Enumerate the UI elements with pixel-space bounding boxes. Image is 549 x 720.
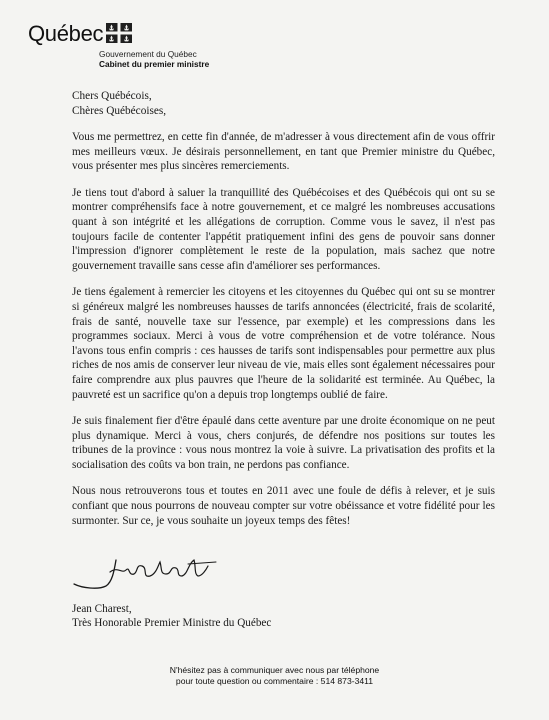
paragraph: Vous me permettrez, en cette fin d'année, de m'adresser à vous directement afin de vous offrir mes meilleurs vœux. Je désirais personnellement, en tant que Premier ministre du Québec, vous présenter mes plus sincères remerciements. [72,131,495,173]
signatory-name: Jean Charest, [72,603,132,615]
salutation-line: Chers Québécois, [72,90,152,102]
paragraph: Je tiens tout d'abord à saluer la tranquillité des Québécoises et des Québécois qui ont su se montrer compréhensifs face à notre gouvernement, et ce malgré les nombreuses accusations quant à son intégrité et les allégations de corruption. Comme vous le savez, il n'est pas toujours facile de contenter l'appétit pratiquement infini des gens de pouvoir sans donner l'impression d'ignorer complètement le reste de la population, mais sachez que notre gouvernement travaille sans cesse afin d'améliorer ses performances. [72,186,495,272]
quebec-fleurdelise-icon [106,23,132,48]
cabinet-label: Cabinet du premier ministre [99,59,210,69]
signatory-title: Très Honorable Premier Ministre du Québec [72,617,272,629]
letterhead [28,21,210,69]
paragraph: Nous nous retrouverons tous et toutes en 2011 avec une foule de défis à relever, et je suis confiant que nous pourrons de nouveau compter sur votre obéissance et votre fidélité pour les surmonter. Sur ce, je vous souhaite un joyeux temps des fêtes! [72,485,495,527]
letter-body [72,89,495,528]
footer-line: pour toute question ou commentaire : 514 873-3411 [175,676,374,686]
footer-line: N'hésitez pas à communiquer avec nous par téléphone [169,665,380,675]
handwritten-signature [70,552,230,599]
quebec-wordmark: Québec [28,21,104,46]
footer-note [0,665,549,687]
salutation-line: Chères Québécoises, [72,105,167,117]
paragraph: Je suis finalement fier d'être épaulé dans cette aventure par une droite économique on ne peut plus dynamique. Merci à vous, chers conjurés, de défendre nos positions sur toutes les tribunes de la province : vous nous montrez la voie à suivre. La privatisation des profits et la socialisation des coûts va bon train, ne perdons pas confiance. [72,415,495,471]
paragraph: Je tiens également à remercier les citoyens et les citoyennes du Québec qui ont su se montrer si généreux malgré les nombreuses hausses de tarifs annoncées (électricité, frais de scolarité, frais de santé, nouvelle taxe sur l'essence, par exemple) et les compressions dans les programmes sociaux. Merci à vous de votre compréhension et de votre tolérance. Nous l'avons tous enfin compris : ces hausses de tarifs sont indispensables pour permettre aux plus riches de nos amis de conserver leur niveau de vie, mais elles sont également nécessaires pour faire comprendre aux plus pauvres que l'heure de la solidarité est terminée. Au Québec, la pauvreté est un sacrifice qu'on a depuis trop longtemps oublié de faire. [72,286,495,401]
government-label: Gouvernement du Québec [99,49,197,59]
